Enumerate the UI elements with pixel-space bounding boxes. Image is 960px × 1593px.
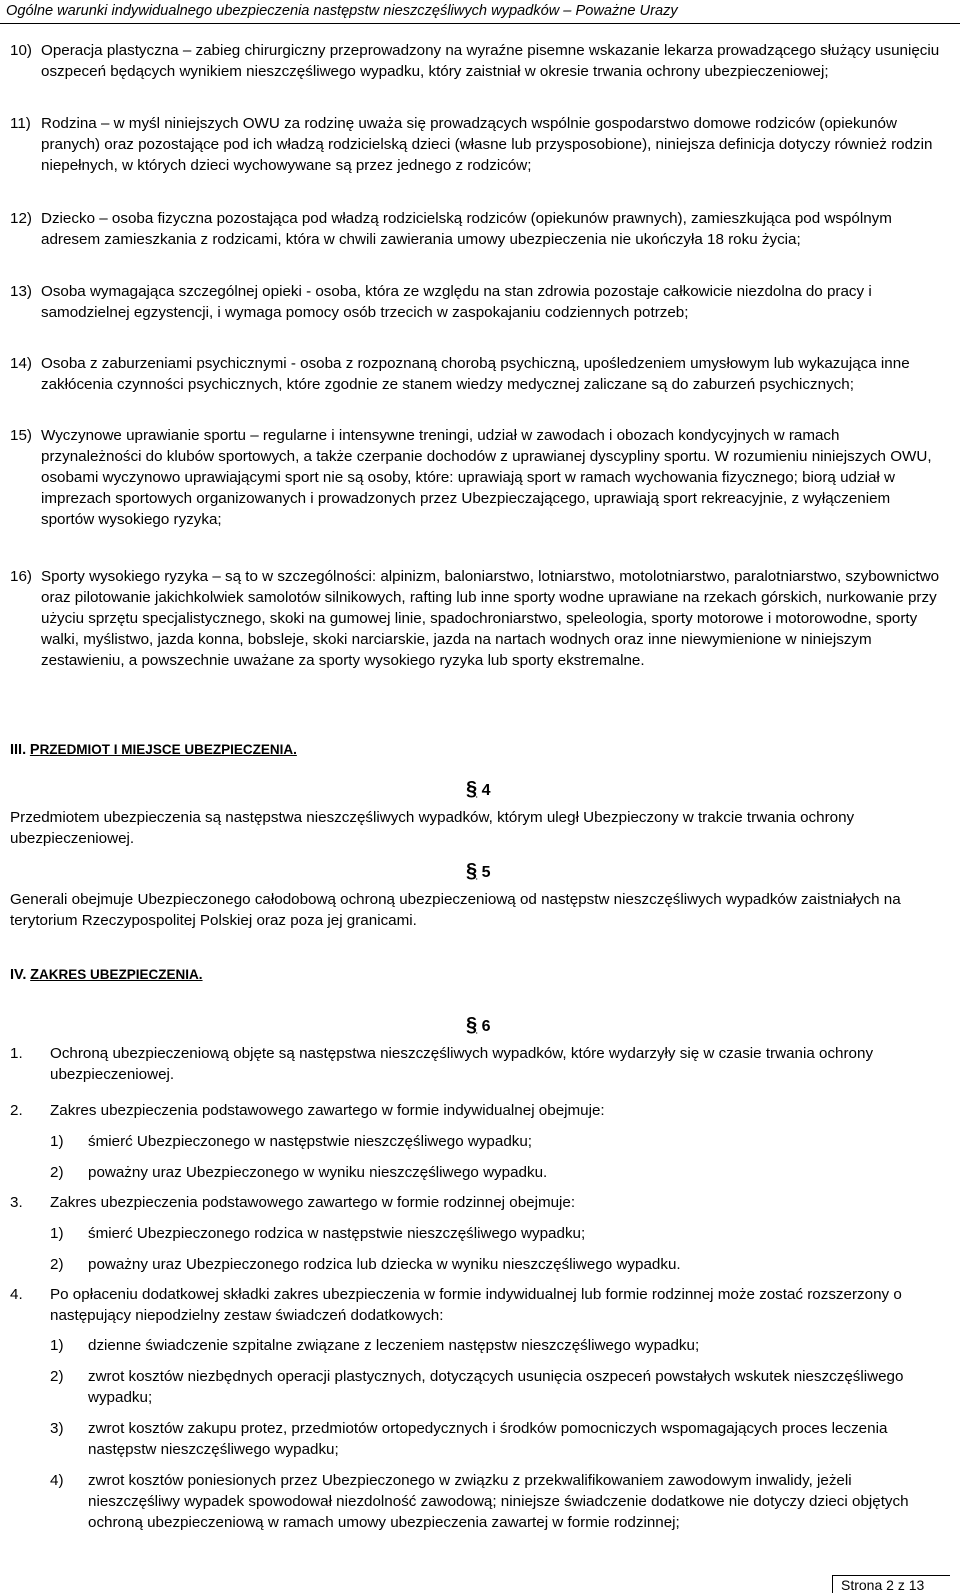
paragraph-mark [466, 779, 490, 801]
section-number: IV. [10, 967, 27, 983]
definition-item [10, 208, 940, 250]
list-number: 1. [10, 1045, 23, 1062]
definition-item [10, 566, 940, 671]
section-sign: § [466, 860, 478, 882]
definition-number: 11) [10, 115, 31, 132]
paragraph-mark [466, 1015, 490, 1037]
sub-list-text: śmierć Ubezpieczonego rodzica w następstwie nieszczęśliwego wypadku; [88, 1225, 586, 1242]
definition-number: 15) [10, 427, 32, 444]
sub-list-item [50, 1223, 940, 1244]
paragraph-mark [466, 861, 490, 883]
list-number: 4. [10, 1286, 23, 1303]
paragraph-number: 5 [481, 864, 491, 881]
list-text: Po opłaceniu dodatkowej składki zakres ubezpieczenia w formie indywidualnej lub formie rodzinnej może zostać rozszerzony o następujący niepodzielny zestaw świadczeń dodatkowych: [50, 1286, 902, 1324]
list-number: 2. [10, 1102, 23, 1119]
definition-number: 14) [10, 355, 32, 372]
sub-list-text: poważny uraz Ubezpieczonego rodzica lub dziecka w wyniku nieszczęśliwego wypadku. [88, 1256, 681, 1273]
sub-list-number: 2) [50, 1256, 64, 1273]
definition-number: 10) [10, 42, 32, 59]
definition-item [10, 113, 940, 176]
section-title: AKRES UBEZPIECZENIA. [39, 967, 203, 982]
sub-list-item [50, 1162, 940, 1183]
section-number: III. [10, 742, 27, 758]
list-text: Zakres ubezpieczenia podstawowego zawartego w formie rodzinnej obejmuje: [50, 1194, 576, 1211]
page-number: Strona 2 z 13 [841, 1577, 925, 1593]
sub-list-text: poważny uraz Ubezpieczonego w wyniku nieszczęśliwego wypadku. [88, 1164, 548, 1181]
sub-list-item [50, 1366, 940, 1408]
definition-text: Osoba wymagająca szczególnej opieki - osoba, która ze względu na stan zdrowia pozostaje całkowicie niezdolna do pracy i samodzielnej egzystencji, i wymaga pomocy osób trzecich w zaspokajaniu codziennych potrzeb; [41, 283, 872, 321]
definition-text: Sporty wysokiego ryzyka – są to w szczególności: alpinizm, baloniarstwo, lotniarstwo, motolotniarstwo, paralotniarstwo, szybownictwo oraz pilotowanie jakichkolwiek samolotów silnikowych, rafting lub inne sporty wodne uprawiane na rzekach górskich, nurkowanie przy użyciu sprzętu specjalistycznego, skoki na gumowej linie, spadochroniarstwo, speleologia, sporty motorowe i motorowodne, sporty walki, myślistwo, jazda konna, bobsleje, skoki narciarskie, jazda na nartach wodnych oraz inne niewymienione w niniejszym zestawieniu, a powszechnie uważane za sporty wysokiego ryzyka lub sporty ekstremalne. [41, 568, 940, 669]
sub-list-item [50, 1418, 940, 1460]
definition-text: Operacja plastyczna – zabieg chirurgiczny przeprowadzony na wyraźne pisemne wskazanie lekarza prowadzącego służący usunięciu oszpeceń będących wynikiem nieszczęśliwego wypadku, który zaistniał w okresie trwania ochrony ubezpieczeniowej; [41, 42, 940, 80]
section-title: RZEDMIOT I MIEJSCE UBEZPIECZENIA. [39, 742, 297, 757]
definition-text: Wyczynowe uprawianie sportu – regularne i intensywne treningi, udział w zawodach i obozach kondycyjnych w ramach przynależności do klubów sportowych, a także czerpanie dochodów z uprawianej dyscypliny sportu. W rozumieniu niniejszych OWU, osobami wyczynowo uprawiającymi sport nie są osoby, które: uprawiają sport w ramach wychowania fizycznego; biorą udział w imprezach sportowych organizowanych i prowadzonych przez Ubezpieczającego, uprawiają sport rekreacyjnie, z wyłączeniem sportów wysokiego ryzyka; [41, 427, 932, 528]
sub-list-item [50, 1131, 940, 1152]
section-heading [10, 966, 203, 984]
sub-list-item [50, 1254, 940, 1275]
page-footer [832, 1575, 950, 1593]
definition-item [10, 425, 940, 530]
list-text: Zakres ubezpieczenia podstawowego zawartego w formie indywidualnej obejmuje: [50, 1102, 605, 1119]
definition-number: 12) [10, 210, 32, 227]
section-sign: § [466, 1014, 478, 1036]
sub-list-text: zwrot kosztów poniesionych przez Ubezpieczonego w związku z przekwalifikowaniem zawodowym inwalidy, jeżeli nieszczęśliwy wypadek spowodował niezdolność zawodową; niniejsze świadczenie dodatkowe nie dotyczy dzieci objętych ochroną ubezpieczeniową w ramach umowy ubezpieczenia zawartej w formie rodzinnej; [88, 1472, 909, 1531]
paragraph-text: Przedmiotem ubezpieczenia są następstwa nieszczęśliwych wypadków, którym uległ Ubezpieczony w trakcie trwania ochrony ubezpieczeniowej. [10, 809, 855, 847]
sub-list-number: 1) [50, 1133, 64, 1150]
sub-list-number: 2) [50, 1368, 64, 1385]
definition-text: Osoba z zaburzeniami psychicznymi - osoba z rozpoznaną chorobą psychiczną, upośledzeniem umysłowym lub wykazująca inne zakłócenia czynności psychicznych, które zgodnie ze stanem wiedzy medycznej zaliczane są do zaburzeń psychicznych; [41, 355, 910, 393]
sub-list-number: 2) [50, 1164, 64, 1181]
definition-number: 13) [10, 283, 32, 300]
section-sign: § [466, 778, 478, 800]
sub-list-number: 1) [50, 1225, 64, 1242]
sub-list-text: zwrot kosztów zakupu protez, przedmiotów ortopedycznych i środków pomocniczych wspomagających proces leczenia następstw nieszczęśliwego wypadku; [88, 1420, 888, 1458]
definition-item [10, 40, 940, 82]
sub-list-item [50, 1470, 940, 1533]
list-item [10, 1100, 940, 1121]
definition-text: Dziecko – osoba fizyczna pozostająca pod władzą rodzicielską rodziców (opiekunów prawnych), zamieszkująca pod wspólnym adresem zamieszkania z rodzicami, która w chwili zawierania umowy ubezpieczenia nie ukończyła 18 roku życia; [41, 210, 892, 248]
document-title: Ogólne warunki indywidualnego ubezpieczenia następstw nieszczęśliwych wypadków – Poważne Urazy [6, 3, 678, 19]
section-heading [10, 741, 297, 759]
list-item [10, 1192, 940, 1213]
section-title-initial: Z [30, 967, 40, 983]
list-item [10, 1043, 940, 1085]
list-text: Ochroną ubezpieczeniową objęte są następstwa nieszczęśliwych wypadków, które wydarzyły się w czasie trwania ochrony ubezpieczeniowej. [50, 1045, 874, 1083]
sub-list-text: dzienne świadczenie szpitalne związane z leczeniem następstw nieszczęśliwego wypadku; [88, 1337, 700, 1354]
sub-list-number: 3) [50, 1420, 64, 1437]
paragraph-text: Generali obejmuje Ubezpieczonego całodobową ochroną ubezpieczeniową od następstw nieszczęśliwych wypadków zaistniałych na terytorium Rzeczypospolitej Polskiej oraz poza jej granicami. [10, 891, 901, 929]
definition-number: 16) [10, 568, 32, 585]
definition-item [10, 281, 940, 323]
sub-list-text: zwrot kosztów niezbędnych operacji plastycznych, dotyczących usunięcia oszpeceń powstałych wskutek nieszczęśliwego wypadku; [88, 1368, 904, 1406]
sub-list-text: śmierć Ubezpieczonego w następstwie nieszczęśliwego wypadku; [88, 1133, 533, 1150]
page-header [0, 0, 960, 24]
paragraph-number: 4 [481, 782, 491, 799]
list-number: 3. [10, 1194, 23, 1211]
paragraph-number: 6 [481, 1018, 491, 1035]
definition-item [10, 353, 940, 395]
definition-text: Rodzina – w myśl niniejszych OWU za rodzinę uważa się prowadzących wspólnie gospodarstwo domowe rodziców (opiekunów pranych) oraz pozostające pod ich władzą rodzicielską dzieci (własne lub przysposobione), niniejsza definicja dotyczy również rodzin niepełnych, w których dzieci wychowywane są przez jednego z rodziców; [41, 115, 933, 174]
section-title-initial: P [29, 742, 40, 758]
sub-list-number: 1) [50, 1337, 64, 1354]
list-item [10, 1284, 940, 1326]
sub-list-item [50, 1335, 940, 1356]
sub-list-number: 4) [50, 1472, 64, 1489]
